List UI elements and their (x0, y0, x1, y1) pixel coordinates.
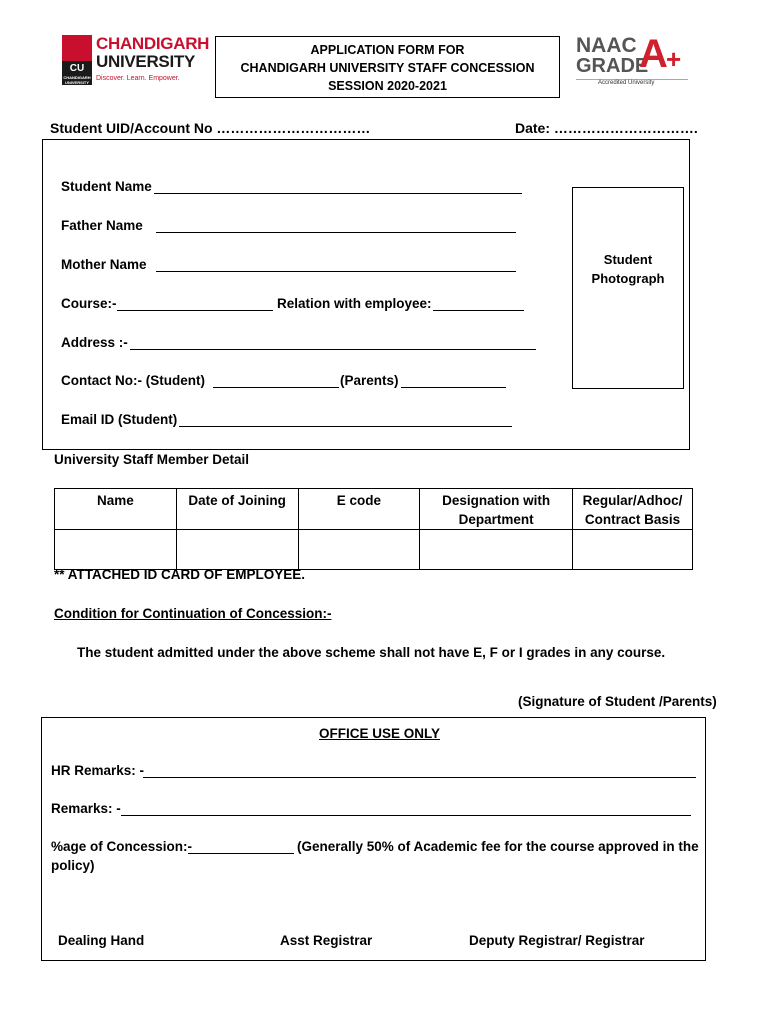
attach-id-note: ** ATTACHED ID CARD OF EMPLOYEE. (54, 567, 306, 582)
signature-student-parents: (Signature of Student /Parents) (518, 694, 717, 709)
contact-parents-label: (Parents) (340, 373, 399, 388)
accredited-text: Accredited University (598, 80, 655, 86)
concession-note-continued: policy) (51, 858, 95, 873)
student-uid-field[interactable]: Student UID/Account No …………………………… (50, 120, 371, 136)
cu-emblem-icon: CU CHANDIGARH UNIVERSITY (62, 35, 92, 85)
hr-remarks-label: HR Remarks: - (51, 763, 145, 778)
grade-letter: A (639, 32, 668, 76)
concession-percentage-label: %age of Concession:- (51, 839, 193, 854)
cell-date-of-joining[interactable] (176, 530, 298, 570)
deputy-registrar-signature: Deputy Registrar/ Registrar (469, 933, 645, 948)
course-field[interactable] (117, 310, 273, 311)
grade-plus: + (666, 44, 682, 74)
date-field[interactable]: Date: …………………………. (515, 120, 698, 136)
email-field[interactable] (179, 426, 512, 427)
student-photograph-box[interactable] (572, 187, 684, 389)
col-name: Name (55, 489, 177, 530)
col-employment-basis: Regular/Adhoc/ Contract Basis (573, 489, 693, 530)
cell-employment-basis[interactable] (573, 530, 693, 570)
office-use-title: OFFICE USE ONLY (319, 726, 441, 741)
photo-label-line2: Photograph (591, 271, 665, 286)
cell-designation[interactable] (420, 530, 573, 570)
asst-registrar-signature: Asst Registrar (280, 933, 373, 948)
relation-field[interactable] (433, 310, 524, 311)
remarks-label: Remarks: - (51, 801, 121, 816)
logo-name-line2: UNIVERSITY (96, 52, 196, 71)
col-date-of-joining: Date of Joining (176, 489, 298, 530)
logo-name-line1: CHANDIGARH (96, 34, 210, 53)
address-label: Address :- (61, 335, 128, 350)
mother-name-field[interactable] (156, 271, 516, 272)
contact-parents-field[interactable] (401, 387, 506, 388)
condition-text: The student admitted under the above scheme shall not have E, F or I grades in any course. (77, 645, 666, 660)
condition-title: Condition for Continuation of Concession:- (54, 606, 332, 621)
contact-student-label: Contact No:- (Student) (61, 373, 205, 388)
logo-tagline: Discover. Learn. Empower. (96, 75, 180, 82)
col-designation: Designation with Department (420, 489, 573, 530)
dealing-hand-signature: Dealing Hand (58, 933, 145, 948)
form-title (215, 36, 560, 98)
title-line-2: CHANDIGARH UNIVERSITY STAFF CONCESSION (240, 61, 535, 75)
course-label: Course:- (61, 296, 117, 311)
title-line-1: APPLICATION FORM FOR (310, 43, 465, 57)
staff-section-title: University Staff Member Detail (54, 452, 250, 467)
hr-remarks-field[interactable] (143, 777, 696, 778)
title-line-3: SESSION 2020-2021 (328, 79, 447, 93)
naac-logo (576, 32, 696, 88)
table-row (55, 530, 693, 570)
concession-percentage-field[interactable] (188, 853, 294, 854)
father-name-label: Father Name (61, 218, 143, 233)
relation-label: Relation with employee: (277, 296, 432, 311)
cell-name[interactable] (55, 530, 177, 570)
student-name-field[interactable] (154, 193, 522, 194)
mother-name-label: Mother Name (61, 257, 147, 272)
email-label: Email ID (Student) (61, 412, 178, 427)
address-field[interactable] (130, 349, 536, 350)
naac-text: NAAC (576, 34, 637, 57)
photo-label-line1: Student (603, 252, 653, 267)
remarks-field[interactable] (121, 815, 691, 816)
col-e-code: E code (298, 489, 420, 530)
concession-note: (Generally 50% of Academic fee for the course approved in the (297, 839, 699, 854)
staff-detail-table (54, 488, 693, 570)
grade-text: GRADE (576, 55, 649, 77)
father-name-field[interactable] (156, 232, 516, 233)
chandigarh-university-logo (62, 34, 210, 87)
student-name-label: Student Name (61, 179, 152, 194)
table-header-row (55, 489, 693, 530)
cell-e-code[interactable] (298, 530, 420, 570)
contact-student-field[interactable] (213, 387, 339, 388)
